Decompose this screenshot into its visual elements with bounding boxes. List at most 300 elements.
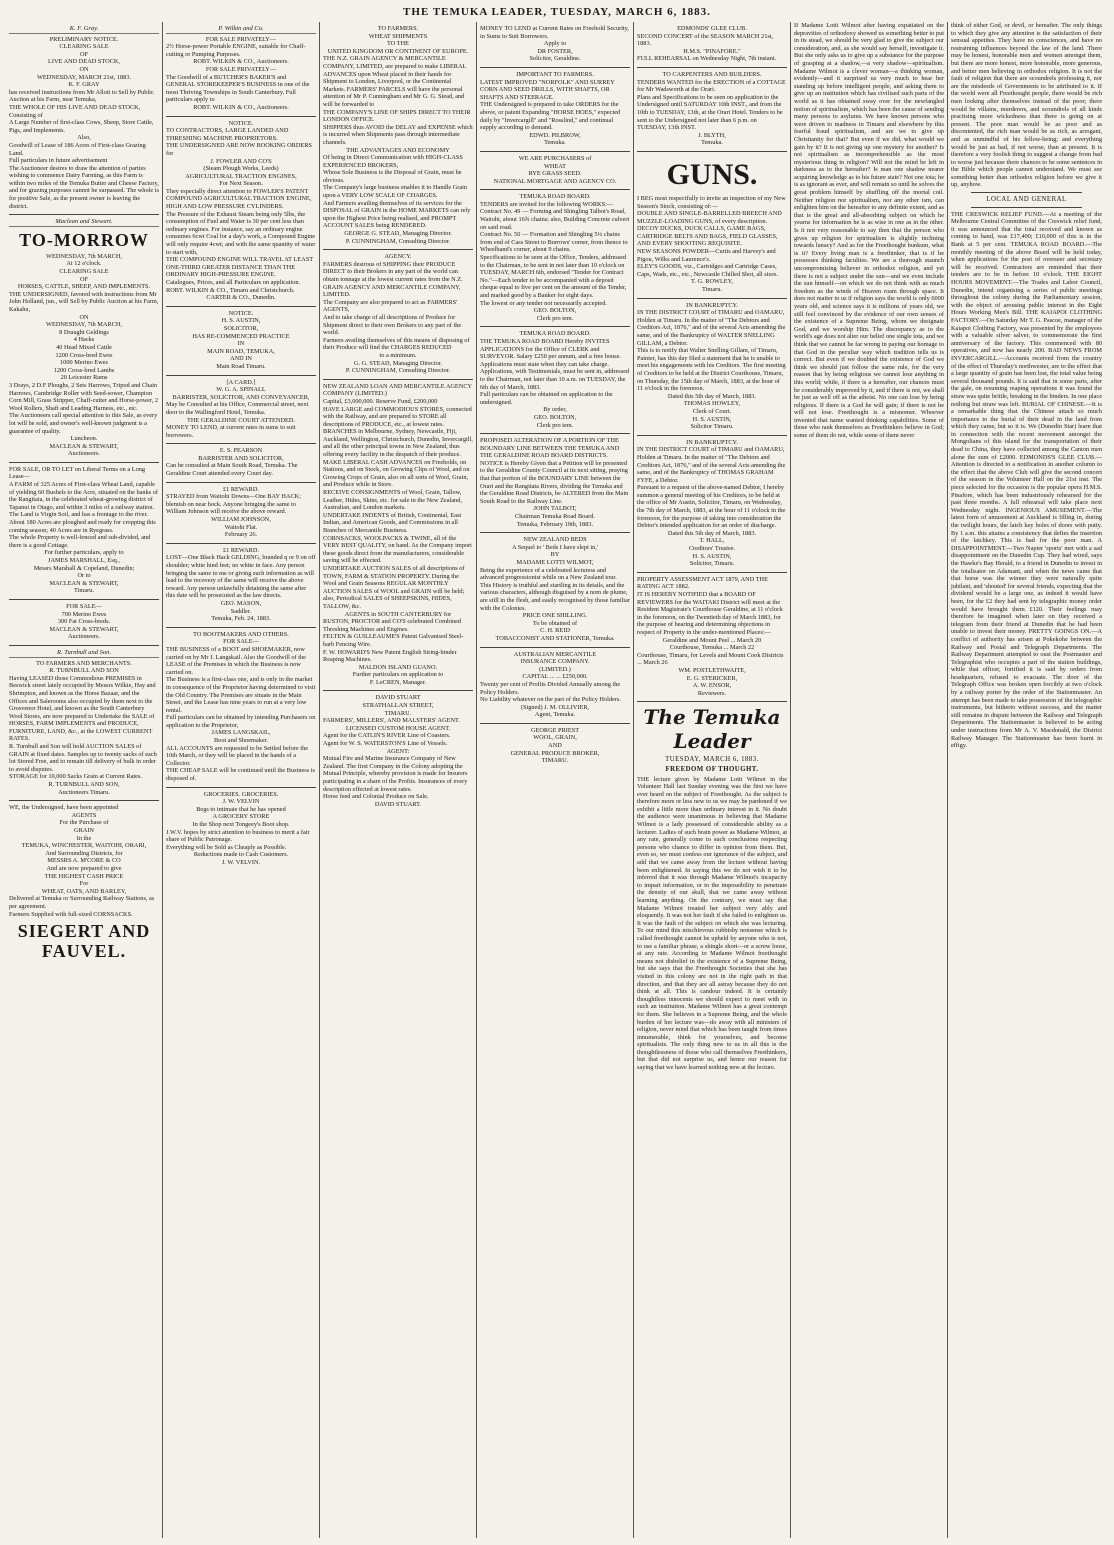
ad-velvin-groceries	[166, 788, 316, 871]
ad-line: IN BANKRUPTCY.	[686, 301, 738, 309]
ad-line: WEDNESDAY, 7th MARCH,	[46, 252, 122, 260]
ad-body	[480, 437, 630, 528]
ad-body	[480, 330, 630, 429]
ad-line: PROPERTY ASSESSMENT ACT 1879, AND THE RATING ACT 1882.	[637, 575, 768, 591]
ad-george-priest	[480, 724, 630, 769]
ad-line: At 12 o'clock.	[66, 260, 102, 268]
ad-line: Contract No. 50 — Formation and Shingling 5¼ chains from end of Cass Street to Burrows' corner, from thence to Wheelband's corner, about 9 chains.	[480, 231, 628, 254]
ad-line: The Auctioneer desires to draw the attention of parties wishing to commence Dairy Farming, as this Farm is within two miles of the Temuka Butter and Cheese Factory, and for grazing purposes cannot be surpassed. The whole is for positive Sale, as the present owner is leaving the district.	[9, 164, 159, 210]
ad-line: Geraldine and Mount Peel ... March 20	[662, 636, 762, 644]
ad-line: Auctioneers Timaru.	[58, 788, 110, 796]
ad-body	[166, 547, 316, 623]
ad-line: MACLEAN & STEWART,	[49, 625, 119, 633]
ad-line: UNDERTAKE AUCTION SALES of all descriptions of TOWN, FARM & STATION PROPERTY. During the Wool and Grain Seasons REGULAR MONTHLY AUCTION SALES of WOOL and GRAIN will be held; also, Periodical SALES of SHEEPSKINS, HIDES, TALLOW, &c.	[323, 564, 465, 610]
ad-line: GEO. MASON,	[220, 599, 262, 607]
ad-line: The Business is a first-class one, and is only in the market in consequence of the Proprietor having determined to visit the Old Country. The Premises are situate in the Main Street, and the Lease has nine years to run at a very low rental.	[166, 676, 316, 714]
ad-line: AGRICULTURAL TRACTION ENGINES,	[185, 172, 297, 180]
ad-line: Chairman Temuka Road Board.	[515, 513, 595, 521]
column-2	[163, 22, 320, 1538]
ad-line: R. TURNBULL AND SON,	[48, 781, 120, 789]
ad-road-board-tenders	[480, 190, 630, 327]
ad-body	[637, 302, 787, 431]
ad-line: STORAGE for 10,000 Sacks Grain at Current Rates.	[9, 773, 142, 781]
ad-line: 4 Hacks	[73, 336, 95, 344]
ad-line: Main Road Timaru.	[216, 362, 266, 370]
ad-line: Full particulars can be obtained on application to the undersigned.	[480, 391, 613, 406]
ad-line: THE Undersigned is prepared to take ORDERS for the above, or patent Expanding "HORSE HOES," expected daily by "Invercargill" and "Rosslind," and continual supply according to demand.	[480, 101, 621, 132]
ad-line: GEO. BOLTON,	[533, 307, 577, 315]
ad-line: Catalogues, Prices, and all Particulars on application.	[166, 279, 301, 286]
ad-line: GEORGE PRIEST	[530, 726, 580, 734]
ad-line: R. TURNBULL AND SON	[49, 667, 119, 675]
ad-line: HAVE LARGE and COMMODIOUS STORES, connected with the Railway, and are prepared to STORE all descriptions of PRODUCE, etc., at lowest rates.	[323, 405, 472, 428]
ad-line: Courthouse, Timaru, for Levels and Mount Cook Districts ... March 26	[637, 651, 784, 667]
ad-line: Applications, with Testimonials, must be sent in, addressed to the Chairman, not later than 10 a.m. on TUESDAY, the 6th day of March, 1883.	[480, 368, 630, 391]
ad-maclean-stewart	[9, 215, 159, 463]
ad-line: Solicitor, Geraldine.	[529, 55, 581, 63]
ad-line: Pursuant to a request of the above-named Debtor, I hereby summon a general meeting of his Creditors, to be held at the office of Mr Austin, Solicitor, Timaru, on Wednesday, the 7th day of March, 1883, at the hour of 11 o'clock in the forenoon, for the purpose of taking into consideration the Debtor's intended application for an order of discharge.	[637, 484, 786, 530]
ad-line: MADAME LOTTI WILMOT,	[516, 559, 594, 566]
ad-body	[9, 804, 159, 918]
ad-line: Messrs Marshall & Copeland, Dunedin;	[33, 564, 135, 572]
ad-body	[9, 603, 159, 641]
ad-title: R. Turnbull and Son.	[9, 649, 159, 658]
ad-line: NOTICE is Hereby Given that a Petition will be presented to the Geraldine County Council at its next sitting, praying that that portion of the BOUNDARY LINE between the Orari and the Rangitata Rivers, dividing the Temuka and the Geraldine Road Districts, be ALTERED from the Main South Road to the Railway Line.	[480, 459, 629, 505]
columns	[6, 22, 1108, 1538]
ad-line: LIVE AND DEAD STOCK,	[48, 58, 120, 66]
ad-line: Temuka, February 19th, 1883.	[516, 520, 594, 528]
ad-line: STRAYED from Waitohi Downs—One BAY HACK; blemish on near hock. Anyone bringing the same to William Johnson will receive the above reward.	[166, 493, 301, 516]
ad-line: ROBT. WILKIN & CO., Timaru and Christchurch.	[166, 286, 295, 294]
ad-body	[166, 486, 316, 539]
ad-body	[480, 155, 630, 185]
ad-line: to a minimum.	[379, 351, 417, 359]
column-6	[791, 22, 948, 1538]
ad-property-assessment	[637, 573, 787, 703]
editorial	[637, 705, 787, 1071]
ad-line: Delivered at Temuka or Surrounding Railway Stations, as per agreement.	[9, 895, 155, 910]
ad-line: WILLIAM JOHNSON,	[211, 516, 271, 524]
ad-line: THE WHOLE OF HIS LIVE AND DEAD STOCK, Consisting of	[9, 103, 141, 119]
ad-wilkin	[166, 22, 316, 117]
ad-line: Reviewers.	[697, 689, 727, 697]
ad-line: NEW ZEALAND LOAN AND MERCANTILE AGENCY COMPANY (LIMITED.)	[323, 382, 472, 398]
ad-bootmakers	[166, 628, 316, 788]
ad-line: WHEAT SHIPMENTS	[368, 32, 428, 40]
ad-body	[166, 36, 316, 112]
article-body-continued: If Madame Lotti Wilmot after having expatiated on the depravities of orthodoxy showed us something better to put in its stead, we should be very glad to give the subject our consideration, and, as she would say herself, investigate it. But she only asks us to give up a substance for the purpose of grasping at a shadow,—a very shadow—spiritualism. Madame Wilmot is a clever woman—a thinking woman, evidently—and it surprised us very much to hear her standing up before intelligent people, and asking them to give up an institution which has civilised such parts of the world as it has obtained sway over for the newfangled notion of spiritualism, which has been the cause of sending many persons to asylums. We have known persons who were driven to madness in Timaru and elsewhere by this fearful fraud spiritualism, and are we to give up Christianity for that? But even if we did, what would we gain by it? It is not giving up one mystery for another? Is not spiritualism as incomprehensible as the most mysterious thing in religion? Will not the mind be left in darkness as to the hereafter? Is man one shadow nearer acquiring knowledge as to his future state? Not one iota; he is as ignorant as ever, and will remain so until he solves the great problem himself by shuffling off the mortal coil. Neither religion nor spiritualism, nor any other ism, can enlighten him on the hereafter to any definite extent, and as that is the great and all-absorbing subject on which he yearns for information he is as wise in one as in the other. Is it not very reasonable to say then that the person who gives up religion for spiritualism is slightly inclining towards lunacy? And as for the Freethought bunkum, what is it? Every living man is a freethinker, that is if he possesses thinking faculties. We are a thorough staunch uncompromising believer in orthodox religion, and yet there is not a subject under the sun—and we even include the sun himself—on which we do not think with as much freedom as the winds of Heaven roam through space. It does not matter to us if religion says the world is only 6000 years old, and science says it is millions of years old, we still feel convinced by the evidence of our own senses of the existence of a Supreme Being, whom we designate God, and we worship Him. The discrepancy as to the world's age does not alter our belief one single iota, and we think that we cannot be far wrong in paying our homage to that God in the peculiar way which tradition tells us is correct. But even if we doubted the existence of God we think we should just follow the same rule, for the very reason that by being religious we cannot lose anything in this world; while, if there is a hereafter, our chances must be considerably improved by it, and if there is not, we shall be just as well off as the atheist. No one can lose by being religious. If there is a God he will gain; if there is not he will not lose. Freethought is a misnomer. Whoever invented that name wanted thinking capabilities. Some of those who rank themselves as Freethinkers believe in God; some of them do not, while some of them never	[794, 22, 944, 440]
ad-line: This is to notify that Walter Snelling Gillam, of Timaru, Painter, has this day filed a statement that he is unable to meet his engagements with his Creditors. The first meeting of Creditors to be held at the District Courthouse, Timaru, on Thursday, the 15th day of March, 1883, at the hour of 11 o'clock in the forenoon.	[637, 347, 786, 393]
ad-line: Can be consulted at Main South Road, Temuka. The Geraldine Court attended every Court day.	[166, 462, 298, 478]
ad-line: Mutual Fire and Marine Insurance Company of New Zealand. The first Company in the Colony adopting the Mutual Principle, whereby provision is made for Insurers participating in a share of the Profits. Insurances of every description effected at lowest rates.	[323, 755, 468, 793]
masthead-title: The Temuka Leader	[643, 705, 781, 754]
ad-line: Auctioneers.	[68, 450, 100, 458]
ad-line: Clerk of Court.	[692, 407, 732, 415]
ad-body	[9, 253, 159, 458]
ad-line: Twenty per cent of Profits Divided Annually among the Policy Holders.	[480, 680, 621, 696]
ad-body	[166, 447, 316, 477]
ad-body	[637, 576, 787, 698]
ad-line: Waitohi Flat.	[224, 523, 258, 531]
ad-line: THE TEMUKA ROAD BOARD Hereby INVITES APPLICATIONS for the Office of CLERK and SURVEYOR. Salary £250 per annum, and a free house. Applications must state when they can take charge.	[480, 337, 621, 368]
ad-line: GENERAL PRODUCE BROKER,	[510, 749, 600, 757]
ad-line: They especially direct attention to FOWLER'S PATENT COMPOUND AGRICULTURAL TRACTION ENGINE, HIGH AND LOW PRESSURE CYLINDERS.	[166, 187, 312, 211]
ad-line: WHEAT, OATS, AND BARLEY,	[41, 887, 127, 895]
ad-line: CORNSACKS, WOOLPACKS & TWINE, all of the VERY BEST QUALITY, on hand. As the Company import these goods direct from the manufacturers, considerable saving will be effected.	[323, 534, 472, 565]
ad-line: Further particulars on application to	[352, 671, 444, 679]
ad-line: Goodwill of Lease of 186 Acres of First-class Grazing Land.	[9, 141, 146, 157]
ad-line: TIMARU.	[384, 709, 412, 717]
ad-line: INSURANCE COMPANY.	[520, 658, 590, 666]
ad-line: THE ADVANTAGES AND ECONOMY	[346, 146, 450, 154]
ad-line: MALDON ISLAND GUANO.	[358, 663, 438, 671]
ad-line: May be Consulted at his Office, Commercial street, next door to the Wallingford Hotel, Temuka.	[166, 401, 309, 416]
ad-line: In the Shop next Tongeey's Boot shop.	[192, 821, 290, 828]
ad-line: has received instructions from Mr Allott to Sell by Public Auction at his Farm, near Temuka,	[9, 88, 154, 104]
ad-line: NEW SEASONS POWDER—Curtis and Harvey's and Pigou, Wilks and Laurence's.	[637, 248, 776, 263]
ad-line: And to take charge of all descriptions of Produce for Shipment direct to their own Brokers to any part of the world.	[323, 313, 462, 337]
ad-nz-loan-mercantile	[323, 380, 473, 692]
ad-line: WM. POSTLETHWAITE,	[678, 666, 746, 674]
ad-line: NOTICE.	[228, 119, 254, 127]
ad-line: IMPORTANT TO FARMERS.	[516, 70, 594, 78]
ad-line: Temuka.	[701, 139, 723, 147]
ad-line: LOST—One Black Hack GELDING, branded q or 9 on off shoulder; white hind feet; no white in face. Any person bringing the same to me or giving such information as will lead to the recovery of the same will receive the above reward. Any person unlawfully detaining the same after this date will be prosecuted as the law directs.	[166, 554, 316, 600]
ad-line: AND IN	[230, 355, 252, 363]
ad-line: And Surrounding Districts, for	[45, 849, 123, 857]
ad-line: EDWD. PILBROW,	[529, 131, 581, 139]
ad-line: WEDNESDAY, 7th MARCH,	[46, 321, 122, 329]
ad-line: And Farmers availing themselves of its services for the DISPOSAL of GRAIN in the HOME MARKETS can rely upon the Highest Price being realised, and PROMPT ACCOUNT SALES being RENDERED.	[323, 199, 471, 230]
ad-title: K. F. Gray.	[9, 25, 159, 34]
ad-line: TO BOOTMAKERS AND OTHERS.	[193, 630, 289, 638]
ad-line: AGENCY.	[384, 253, 412, 261]
ad-line: F. LeCREN, Manager.	[369, 678, 427, 686]
ad-body	[323, 25, 473, 245]
ad-line: By order,	[543, 406, 567, 414]
ad-line: IN THE DISTRICT COURT of TIMARU and OAMARU, Holden at Timaru. In the matter of "The Debtors and Creditors Act, 1876," and of the several Acts amending the same, and of the Bankruptcy of THOMAS GRAHAM FYFE, a Debtor.	[637, 446, 786, 484]
ad-farm-for-sale	[9, 463, 159, 600]
ad-body	[323, 694, 473, 808]
ad-line: Auctioneers.	[68, 633, 100, 641]
ad-line: JAMES LANGSKAIL,	[211, 729, 271, 737]
local-general-heading: LOCAL AND GENERAL	[986, 196, 1067, 204]
ad-line: T. G. ROWLEY,	[691, 278, 733, 286]
article-title: FREEDOM OF THOUGHT.	[665, 765, 759, 773]
ad-line: Apply to	[543, 40, 567, 48]
ad-line: MESSRS A. M'CORE & CO	[47, 857, 121, 865]
ad-line: SECOND CONCERT of the SEASON MARCH 21st, 1883.	[637, 32, 774, 48]
ad-line: Having LEASED those Commodious PREMISES in Beswick street lately occupied by Messrs Wilkie, Hay and Shrimpton, and known as the Horse Bazaar, and the Offices and Salerooms also occupied by them next to the Grosvenor Hotel, and known as the South Canterbury Wool Stores, are now prepared to Undertake the SALE of HORSES, FARM IMPLEMENTS and PRODUCE, FURNITURE, LAND, &c., at the LOWEST CURRENT RATES.	[9, 674, 156, 743]
ad-line: PRICE ONE SHILLING.	[522, 612, 588, 620]
ad-line: 300 Fat Cross-breds.	[57, 618, 111, 626]
ad-line: EDMONDS' GLEE CLUB.	[677, 25, 747, 32]
ad-line: FOR SALE PRIVATELY—	[205, 65, 277, 73]
ad-line: CLEARING SALE	[59, 268, 109, 276]
ad-line: E. S. PEARSON	[219, 447, 263, 455]
ad-line: Everything will be Sold as Cheaply as Possible.	[166, 843, 287, 851]
ad-line: The whole Property is well-fenced and sub-divided, and there is a good Cottage.	[9, 534, 151, 549]
ad-line: THE UNDERSIGNED ARE NOW BOOKING ORDERS for	[166, 142, 312, 157]
ad-line: C. H. REID	[540, 627, 570, 635]
ad-line: (Signed) J. M. OLLIVIER,	[520, 703, 590, 711]
divider	[971, 192, 1082, 193]
ad-line: IN THE DISTRICT COURT of TIMARU and OAMARU, Holden at Timaru. In the matter of "The Debtors and Creditors Act, 1876," and of the several Acts amending the same, and of the Bankruptcy of WALTER SNELLING GILLAM, a Debtor.	[637, 309, 786, 347]
ad-line: PRELIMINARY NOTICE.	[49, 35, 119, 43]
ad-line: BY	[550, 551, 560, 559]
ad-line: H. S. AUSTIN,	[692, 552, 732, 560]
ad-line: NOTICE.	[228, 309, 254, 317]
ad-line: TO FARMERS AND MERCHANTS.	[36, 659, 132, 667]
ad-line: Creditors' Trustee.	[688, 545, 736, 553]
ad-body	[166, 791, 316, 867]
ad-body	[9, 36, 159, 211]
ad-line: A GROCERY STORE	[212, 813, 270, 821]
ad-line: Plans and Specifications to be seen on application to the Undersigned until SATURDAY 10th INST., and from the 10th to TUESDAY, 13th, at the Orari Hotel. Tenders to be sent to the Undersigned not later than 6 p.m. on TUESDAY, 13th INST.	[637, 93, 783, 132]
ad-line: MAIN ROAD, TEMUKA,	[207, 347, 275, 355]
column-4	[477, 22, 634, 1538]
ad-line: 1200 Cross-bred Lambs	[53, 366, 115, 374]
ad-line: AGENTS	[71, 811, 97, 819]
ad-merino-ewes	[9, 600, 159, 646]
ad-body	[166, 310, 316, 371]
column-7	[948, 22, 1105, 1538]
ad-line: £1 REWARD.	[222, 546, 260, 554]
headline-guns: GUNS.	[666, 157, 758, 191]
ad-body	[480, 727, 630, 765]
ad-line: TEMUKA ROAD BOARD.	[519, 330, 591, 338]
ad-line: Being the experience of a celebrated lecturess and advanced progressionist while on a New Zealand tour.	[480, 566, 617, 582]
ad-line: IN	[237, 340, 245, 348]
ad-body	[480, 25, 630, 63]
ad-line: (Steam Plough Works, Leeds)	[203, 165, 279, 173]
ad-line: BARRISTER, SOLICITOR, AND CONVEYANCER,	[172, 393, 310, 401]
ad-line: Contract No. 49 — Forming and Shingling Talbot's Road, Waitohi, about 16¾ chains; also, Building Concrete culvert on said road.	[480, 208, 630, 231]
ad-line: Farmers Supplied with full-sized CORNSACKS.	[9, 910, 133, 918]
ad-guns	[637, 152, 787, 299]
ad-body	[166, 631, 316, 783]
ad-line: For	[79, 880, 89, 888]
ad-line: And are now prepared to give	[46, 864, 122, 872]
ad-line: CAPITAL ... ... £250,000.	[522, 673, 588, 681]
ad-line: JAMES MARSHALL, Esq.,	[48, 557, 120, 564]
ad-line: ALL ACCOUNTS are requested to be Settled before the 10th March, or they will be placed in the hands of a Collector.	[166, 744, 309, 767]
ad-purchasers-wheat	[480, 152, 630, 190]
ad-line: J. W. VELVIN.	[221, 858, 261, 866]
ad-line: DAVID STUART.	[374, 800, 422, 808]
ad-money-to-lend	[480, 22, 630, 68]
ad-line: A Large Number of first-class Cows, Sheep, Store Cattle, Pigs, and Implements.	[9, 119, 154, 134]
ad-line: Courthouse, Temuka ... March 22	[669, 644, 755, 652]
ad-line: MAKE LIBERAL CASH ADVANCES on Freeholds, on Stations, and on Stock, on Growing Clips of Wool, and on Growing Crops of Grain, also on all sorts of Wool, Grain, and Produce while in Store.	[323, 458, 470, 489]
ad-line: DR FOSTER,	[537, 47, 573, 55]
ad-line: CLEARING SALE	[59, 43, 109, 51]
ad-line: H. S. AUSTIN,	[692, 415, 732, 423]
ad-line: The Company are also prepared to act as FARMERS' AGENTS,	[323, 298, 458, 314]
ad-line: UNDERTAKE INDENTS of British, Continental, East Indian, and American Goods, and Commissions in all Branches of Mercantile Business.	[323, 511, 462, 534]
ad-line: Or to	[77, 572, 91, 580]
ad-glee-club	[637, 22, 787, 68]
ad-body	[480, 651, 630, 719]
ad-line: Of being in Direct Communication with HIGH-CLASS EXPERIENCED BROKERS,	[323, 154, 463, 169]
ad-body	[166, 379, 316, 440]
ad-line: CARTER & CO., Dunedin.	[206, 294, 276, 302]
ad-line: NEW ZEALAND BEDS	[523, 536, 587, 544]
ad-line: P. CUNNINGHAM, Consulting Director.	[345, 367, 451, 375]
ad-line: TO CARPENTERS AND BUILDERS.	[662, 70, 762, 78]
ad-body	[166, 120, 316, 302]
ad-title: Maclean and Stewart.	[9, 218, 159, 227]
ad-reward-strayed	[166, 483, 316, 544]
ad-line: PROPOSED ALTERATION OF A PORTION OF THE BOUNDARY LINE BETWEEN THE TEMUKA AND THE GERALDINE ROAD BOARD DISTRICTS.	[480, 437, 620, 460]
ad-line: THE HIGHEST CASH PRICE	[44, 872, 124, 880]
ad-line: Reductions made to Cash Customers.	[193, 851, 289, 859]
ad-line: Boot and Shoemaker.	[213, 737, 269, 745]
ad-line: HAS RE-COMMENCED PRACTICE	[192, 332, 290, 340]
ad-line: SHIPPERS thus AVOID the DELAY and EXPENSE which is incurred when Shipments pass through intermediate channels.	[323, 123, 473, 146]
ad-line: GEORGE G. STEAD, Managing Director.	[344, 230, 452, 238]
ad-title: P. Wilkin and Co.	[166, 25, 316, 34]
ad-line: Also,	[77, 134, 91, 142]
ad-line: TEMUKA ROAD BOARD.	[519, 193, 591, 201]
ad-line: THE CHEAP SALE will be continued until the Business is disposed of.	[166, 767, 315, 783]
ad-line: WE ARE PURCHASERS of	[518, 154, 592, 162]
ad-line: 1200 Cross-bred Ewes	[55, 351, 113, 359]
ad-body	[9, 660, 159, 797]
ad-line: WEDNESDAY, MARCH 21st, 1883.	[36, 73, 132, 81]
ad-line: DOUBLE AND SINGLE-BARRELLED BREECH AND MUZZLE-LOADING GUNS, of every description.	[637, 210, 782, 225]
ad-line: LATEST IMPROVED "NORFOLK" AND SURREY CORN AND SEED DRILLS, WITH SHAFTS, OR SHAFTS AND STEERAGE.	[480, 78, 615, 101]
article-body: THE lecture given by Madame Lotti Wilmot in the Volunteer Hall last Sunday evening was the first we have ever heard on the subject of Freethought. As the subject is therefore more or less new to us we may be pardoned if we exhibit a little more than ordinary interest in it. No doubt the audience were unanimous in believing that Madame Wilmot is a lady possessed of considerable ability as a lecturer. Ladies of such brain power as Madame Wilmot, at any rate, generally come to such conclusions respecting persons who chance to differ in opinion from them. But, even so, we must confess our ignorance of the subject, and add that we came away from the lecture without having been enlightened. In saying this we do not wish it to be inferred that it was through Madame Wilmot's incapacity to impart information, or to the impossibility to penetrate the density of our skull, that we came away without learning anything. On the contrary, we must say that Madame Wilmot treated her subject very ably and eloquently. It was not her fault if she failed to enlighten us. It was the fault of the subject on which she was lecturing. To our mind this mischievous rubbishy nonsense which is called freethought cannot be upheld by anyone who is not, to use a familiar phrase, a shingle short—or a screw loose, at any rate. According to Madame Wilmot freethought means not disbelief in the existence of a Supreme Being, but she says that the Freethought Societies that she has visited in this colony are not in the right path in that direction, and that they are all astray because they do not think at all. This is candour indeed. It is certainly thoughtless innocents we should expect to meet with in such an institution. Madame Wilmot has a great contempt for them. She believes in a Supreme Being, and the whole burden of her lecture was—do away with all ministers of religion, never mind that which has been taught from times innumerable, think for yourselves, and become spiritualists. The only thing new to us in all this is the thoughtlessness of those who call themselves Freethinkers, but that did not surprise us, and hence our reason for saying that we have learned nothing new at the lecture.	[637, 775, 787, 1072]
ad-line: FARMERS desirous of SHIPPING their PRODUCE DIRECT to their Brokers in any part of the world can obtain tonnage at the lowest current rates from the N.Z. GRAIN AGENCY AND MERCANTILE COMPANY, LIMITED.	[323, 260, 463, 299]
ad-turnbull	[9, 646, 159, 801]
ad-fowler-engines	[166, 117, 316, 307]
ad-line: IN BANKRUPTCY.	[686, 438, 738, 446]
ad-line: Agent, Temuka.	[534, 711, 576, 719]
ad-line: A Sequel to ' Beds I have slept in,'	[511, 543, 599, 551]
ad-line: FOR SALE—	[223, 638, 259, 646]
ad-line: To be obtained of	[532, 619, 578, 627]
ad-line: BARRISTER AND SOLICITOR,	[198, 454, 284, 462]
ad-line: Whose Sole Business is the Disposal of Grain, must be obvious.	[323, 169, 462, 184]
ad-new-zealand-beds	[480, 533, 630, 647]
article-body-end: think of either God, or devil, or hereafter. The only things to which they give any attention is the satisfaction of their sensual appetites. They have no consciences, and have no restraining influences beyond the law of the land. There may be honest, honorable men and women amongst them, but there are more honest, more honorable, more generous, and better men believing in orthodox religion. It is not the fault of religion that there are scoundrels professing it, nor are the misdeeds of Governments to be attributed to it. If the world were all Freethought people, there would be rich men looking after themselves instead of the poor; there would be villains, murderers, and scoundrels of all kinds practising more wickedness than there is going on at present. The poor man would be as poor and as discontented, the rich man would be as rich, as arrogant, and as unmindful of his fellow-being; and everything would be just as bad, if not worse, than at present. It is therefore a very foolish thing to suggest a change from bad to worse just because there chances to be some sentences in the Bible which people cannot understand. We must see something better than orthodox religion before we give it up, anyhow.	[951, 22, 1102, 189]
ad-line: RECEIVE CONSIGNMENTS of Wool, Grain, Tallow, Leather, Hides, Skins, etc. for sale in the New Zealand, Australian, and London markets.	[323, 489, 462, 512]
ad-line: T. HALL,	[699, 537, 725, 545]
ad-line: 8 Draught Geldings	[59, 328, 109, 336]
ad-gray-clearing-sale	[9, 22, 159, 215]
ad-line: A. W. ENSOR,	[692, 682, 732, 690]
ad-line: Begs to intimate that he has opened	[196, 805, 286, 813]
ad-body	[637, 195, 787, 294]
ad-line: HORSES, CATTLE, SHEEP, AND IMPLEMENTS.	[17, 283, 151, 291]
ad-line: Full particulars in future advertisement	[9, 157, 108, 165]
ad-line: F. W. HOWARD'S New Patent English String-binder Reaping Machines.	[323, 648, 457, 664]
headline-siegert-fauvel: SIEGERT AND FAUVEL.	[17, 921, 151, 962]
ad-line: THOMAS HOWLEY,	[683, 400, 741, 408]
ad-pearson	[166, 444, 316, 482]
ad-line: The Pressure of the Exhaust Steam being only 5lbs, the consumption of Fuel and Water is 30 per cent less than ordinary engines. For instance, say an ordinary engine consumes 6cwt Coal for a day's work, a Compound Engine will only require 4cwt; and with the same quantity of water to start with,	[166, 210, 316, 256]
ad-line: Dated this 5th day of March, 1883.	[667, 529, 757, 537]
ad-line: WE, the Undersigned, have been appointed	[9, 804, 119, 812]
ad-line: LICENSED CUSTOM HOUSE AGENT.	[345, 724, 451, 732]
ad-line: For further particulars, apply to	[44, 549, 124, 557]
ad-line: Solicitor, Timaru.	[689, 560, 735, 568]
page-header: THE TEMUKA LEADER, TUESDAY, MARCH 6, 1883.	[403, 6, 711, 18]
ad-body	[9, 466, 159, 595]
ad-body	[480, 71, 630, 147]
ad-body	[637, 439, 787, 568]
ad-line: WHEAT	[543, 162, 567, 170]
ad-line: TO THE	[387, 40, 409, 48]
ad-agency	[323, 250, 473, 380]
ad-line: THE BUSINESS of a BOOT and SHOEMAKER, now carried on by Mr J. Langskail. Also the Goodwill of the LEASE of the Premises in which the Business is now carried on.	[166, 645, 306, 676]
ad-grain-agents	[9, 801, 159, 968]
ad-line: OF	[79, 50, 89, 58]
ad-line: AUSTRALIAN MERCANTILE	[513, 650, 597, 658]
ad-line: Farmers availing themselves of this means of disposing of their Produce will find the CHARGES REDUCED	[323, 336, 470, 352]
ad-line: J. FOWLER AND CO'S	[210, 157, 272, 165]
ad-line: THE UNDERSIGNED, favored with instructions from Mr John Holland, jun., will Sell by Public Auction at his Farm, Kakahu,	[9, 290, 159, 313]
ad-line: H. S. AUSTIN,	[221, 317, 261, 325]
ad-line: 3 Drays, 2 D.F Ploughs, 2 Sets Harrows, Tripod and Chain Harrows, Cambridge Roller with Seed-sower, Champion Corn Mill, Grass Stripper, Chaff-cutter and Horse-power, 2 Wool Rollers, Shaft and Leading Harness, etc., etc.	[9, 381, 159, 412]
ad-line: Temuka, Feb. 24, 1883.	[211, 615, 271, 623]
ad-line: UNITED KINGDOM OR CONTINENT OF EUROPE.	[327, 47, 469, 55]
ad-line: FARMERS', MILLERS', AND MALSTERS' AGENT.	[323, 717, 460, 725]
ad-line: NATIONAL MORTGAGE AND AGENCY CO.	[493, 177, 617, 185]
ad-line: W. G. A. SPINALL	[216, 386, 266, 394]
ad-body	[323, 253, 473, 375]
ad-line: TO CONTRACTORS, LARGE LANDED AND THRESHING MACHINE PROPRIETORS.	[166, 127, 289, 142]
ad-line: FOR SALE—	[66, 602, 102, 610]
ad-wheat-shipments	[323, 22, 473, 250]
ad-line: 2½ Horse-power Portable ENGINE, suitable for Chaff-cutting or Pumping Purposes.	[166, 43, 306, 58]
ad-line: ON	[79, 65, 89, 73]
ad-line: ROBT. WILKIN & CO., Auctioneers.	[193, 58, 289, 66]
ad-line: ELEY'S GOODS, viz., Cartridges and Cartridge Cases, Caps, Wads, etc., etc., Newcastle Chilled Shot, all sizes.	[637, 263, 779, 278]
ad-line: WOOL, GRAIN,	[533, 734, 577, 742]
ad-line: FELTEN & GUILLEAUME'S Patent Galvanised Steel-barb Fencing Wire.	[323, 633, 464, 648]
local-news-body: THE CRESWICK RELIEF FUND.—At a meeting of the Melbourne Central Committee of the Creswick relief fund, it was announced that the total received and known as coming to hand, was £17,400; £10,000 of this is in the Bank at 5 per cent. TEMUKA ROAD BOARD.—The monthly meeting of the above Board will be held today, when applications for the post of overseer and secretary will be received. Contractors are reminded that their tenders are to be in before 10 o'clock. THE EIGHT HOURS MOVEMENT.—The Trades and Labor Council, Dunedin, intend organising a series of public meetings throughout the colony during the Parliamentary session, with the object of arousing public interest in the Eight Hours Working Men's Bill. THE KAIAPOI CLOTHING FACTORY.—On Saturday Mr T. G. Pascoe, manager of the Kaiapoi Clothing Factory, was presented by the employees with a valuable silver salver, to commemorate the first anniversary of the factory. This commenced with 80 operatives, and now has nearly 200. BAD NEWS FROM INVERCARGILL.—Accounts received from the country of the effect of Thursday's northwester, are to the effect that a large quantity of grain has been lost, the total value being several thousand pounds. It is said that in some parts, after the gale, on resuming reaping operations it was found the straw was quite brittle, breaking in the binders. In one place nothing but straw was left. BURIAL OF CHINESE.—It is a remarkable thing that the Chinese attach so much importance to the burial of their dead in the land from which they came, but so it is. We (Dunedin Star) learn that in connection with the recent movement amongst the Mongolians of this island for the transportation of their dead to China, they have collected among the Canton men alone the sum of £2000. EDMONDS'S GLEE CLUB.—Attention is directed to a notification in another column to the effect that the above Club will give the second concert of the season in the Volunteer Hall on the 21st inst. The piece selected for the occasion is the popular opera H.M.S. Pinafore, which has been industriously rehearsed for the past three months. A full rehearsal will take place next Wednesday night. INGENIOUS AMUSEMENT.—The latest form of amusement at Auckland is filling in, during the twilight hours, the latch key holes of doors with putty. By 1 a.m. this attains a consistency that defies the insertion of the latchkey. This is bad for the poor man. A DISAPPOINTMENT.—Two Napier 'sports' met with a sad disappointment on the Dunedin Cup. They had wired, says the Hawke's Bay Herald, to a friend in Dunedin to invest in the totalisator on Adamant, and when the news came that that horse was the winner they were naturally quite jubilant, and 'shouted' for several friends, expecting that the dividend would be a large one, as indeed it would have been, for the £2 they had sent by telegraphic money order would have brought them £120. Their feelings may therefore be imagined when later on they received a telegram from their friend at Dunedin that he had been unable to invest their money. PRETTY GOINGS ON.—A conflict of authority has arisen at Pokekohe between the Railway and Postal and Telegraph Departments. The Railway Department attempted to oust the Postmaster and Telegraphist who occupies a part of the station buildings, while that officer, fortified it is said by orders from headquarters, refused to evacuate. The door of the Telegraph Office was broken open forcibly at two o'clock by a railway porter by the order of the Stationmaster. An attempt has been made to take possession of the telegraphic instruments, but hitherto without success, and the matter still remains in dispute between the Railway and Telegraph Departments. The Stationmaster is believed to be acting under instructions from Mr A. V. Macdonald, the District Railway Manager. The Stationmaster has been burnt in effigy.	[951, 210, 1102, 750]
ad-line: 40 Head Mixed Cattle	[56, 343, 112, 351]
ad-line: FULL REHEARSAL on Wednesday Night, 7th instant.	[637, 55, 777, 63]
ad-line: Solicitor Timaru.	[690, 423, 734, 431]
ad-line: The Goodwill of a BUTCHER'S BAKER'S and GENERAL STOREKEEPER'S BUSINESS in one of the most Thriving Townships in South Canterbury. Full particulars apply to	[166, 73, 310, 104]
ad-line: K. F. GRAY	[68, 81, 100, 89]
ad-line: AGENTS in SOUTH CANTERBURY for	[344, 610, 452, 618]
ad-body	[637, 71, 787, 147]
ad-body	[323, 383, 473, 687]
ad-line: THE GERALDINE COURT ATTENDED.	[187, 416, 295, 424]
ad-aspinall	[166, 376, 316, 445]
ad-line: £1 REWARD.	[222, 485, 260, 493]
ad-line: THE COMPANY'S LINE OF SHIPS DIRECT TO THEIR LONDON OFFICE.	[323, 108, 471, 124]
ad-line: MONEY TO LEND, at current rates in sums to suit borrowers.	[166, 424, 296, 439]
ad-line: TENDERS WANTED for the ERECTION of a COTTAGE for Mr Wadsworth at the Orari.	[637, 78, 786, 94]
column-1	[6, 22, 163, 1538]
ad-line: H.M.S. "PINAFORE."	[683, 47, 741, 55]
ad-line: Capital, £3,000,000. Reserve Fund, £200,000	[323, 397, 438, 405]
ad-line: TO FARMERS.	[377, 25, 419, 32]
ad-line: OF	[79, 275, 89, 283]
ad-line: RYE GRASS SEED.	[528, 170, 582, 178]
ad-line: R. Turnbull and Son will hold AUCTION SALES of GRAIN at fixed dates. Samples up to twenty sacks of each lot Stored Free, and to remain till delivery of bulk in order to avoid disputes.	[9, 743, 157, 773]
ad-line: The lowest or any tender not necessarily accepted.	[480, 299, 607, 307]
ad-line: Clerk pro tem.	[536, 314, 574, 322]
ad-line: Horse feed and Colonial Produce on Sale.	[323, 793, 429, 801]
ad-line: February 26.	[224, 531, 258, 539]
ad-line: RUSTON, PROCTOR and CO'S celebrated Combined Threshing Machines and Engines.	[323, 618, 462, 633]
